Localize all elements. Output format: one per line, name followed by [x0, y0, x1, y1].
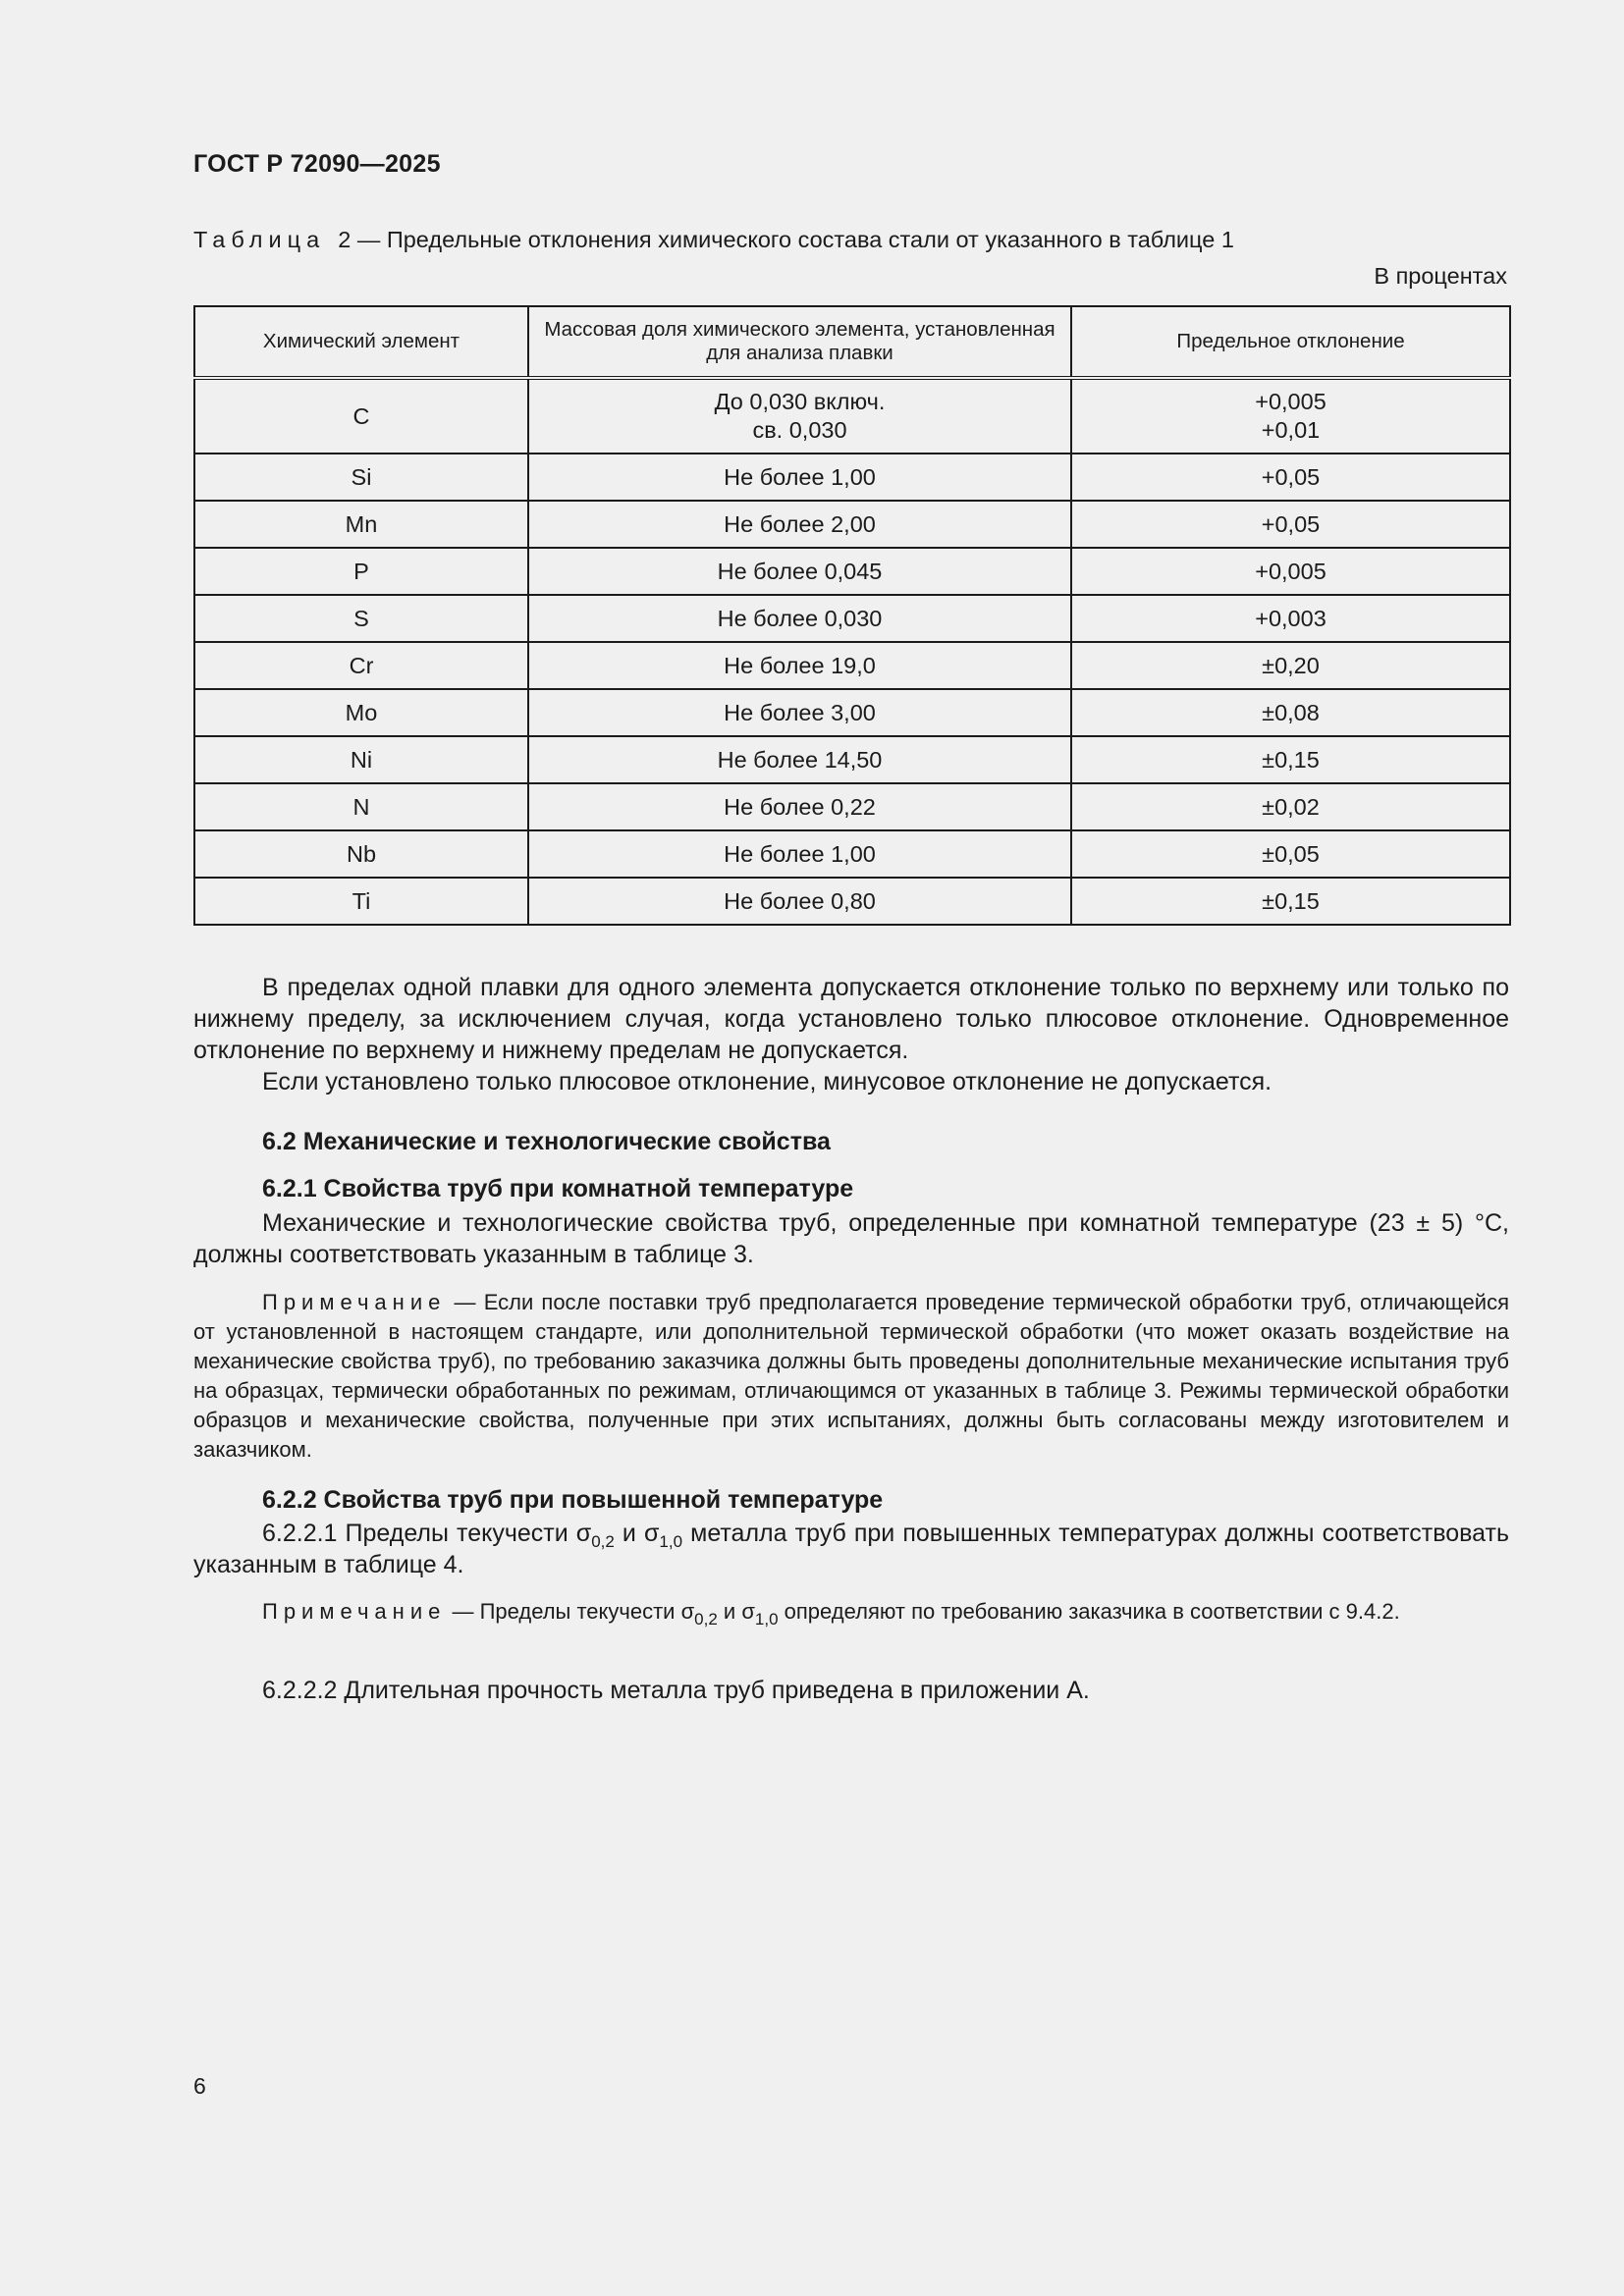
paragraph: Если установлено только плюсовое отклонение, минусовое отклонение не допускается.: [262, 1068, 1272, 1095]
cell-deviation: ±0,08: [1071, 689, 1510, 736]
deviation-paragraphs: [193, 972, 1509, 1097]
cell-mass-fraction-line: До 0,030 включ.: [714, 389, 886, 414]
table-row: [194, 783, 1510, 830]
text-fragment: 6.2.2.1 Пределы текучести σ: [262, 1520, 592, 1547]
note-label: Примечание: [262, 1599, 447, 1624]
table-row: [194, 830, 1510, 878]
cell-deviation: ±0,15: [1071, 878, 1510, 925]
table-row: [194, 548, 1510, 595]
cell-mass-fraction-line: св. 0,030: [752, 417, 847, 443]
table-caption-label: Таблица: [193, 227, 326, 252]
subscript: 1,0: [659, 1532, 683, 1551]
text-fragment: — Пределы текучести σ: [446, 1599, 695, 1624]
cell-element: Si: [194, 454, 528, 501]
cell-mass-fraction: Не более 2,00: [528, 501, 1071, 548]
table-row: [194, 689, 1510, 736]
table-header-row: [194, 306, 1510, 378]
table-row: [194, 454, 1510, 501]
cell-element: C: [194, 378, 528, 454]
cell-deviation-line: +0,005: [1255, 389, 1326, 414]
text-fragment: определяют по требованию заказчика в соответствии с 9.4.2.: [778, 1599, 1400, 1624]
cell-element: Cr: [194, 642, 528, 689]
cell-deviation: ±0,20: [1071, 642, 1510, 689]
deviation-table: [193, 305, 1511, 926]
note-paragraph: [193, 1597, 1509, 1627]
note-label: Примечание: [262, 1290, 447, 1314]
cell-element: Mn: [194, 501, 528, 548]
paragraph: [193, 1518, 1509, 1580]
text-fragment: и σ: [717, 1599, 755, 1624]
section-heading-6-2-1: 6.2.1 Свойства труб при комнатной температуре: [262, 1175, 854, 1202]
table-row: [194, 642, 1510, 689]
paragraph: В пределах одной плавки для одного элемента допускается отклонение только по верхнему или только по нижнему пределу, за исключением случая, когда установлено только плюсовое отклонение. Одновременное отклонение по верхнему и нижнему пределам не допускается.: [193, 974, 1509, 1064]
cell-mass-fraction: Не более 19,0: [528, 642, 1071, 689]
cell-element: P: [194, 548, 528, 595]
table-caption: [193, 227, 1234, 253]
table-row: [194, 501, 1510, 548]
cell-deviation: ±0,02: [1071, 783, 1510, 830]
table-row: [194, 595, 1510, 642]
note-paragraph: [193, 1288, 1509, 1465]
cell-mass-fraction: Не более 0,030: [528, 595, 1071, 642]
subscript: 0,2: [591, 1532, 615, 1551]
paragraph: 6.2.2.2 Длительная прочность металла труб приведена в приложении А.: [262, 1677, 1090, 1704]
cell-deviation: +0,003: [1071, 595, 1510, 642]
header-deviation: Предельное отклонение: [1071, 306, 1510, 378]
cell-element: Mo: [194, 689, 528, 736]
note-2: [193, 1597, 1509, 1627]
cell-mass-fraction: Не более 0,22: [528, 783, 1071, 830]
cell-deviation: [1071, 378, 1510, 454]
subscript: 1,0: [754, 1610, 779, 1629]
cell-mass-fraction: Не более 0,80: [528, 878, 1071, 925]
cell-mass-fraction: Не более 1,00: [528, 454, 1071, 501]
subscript: 0,2: [694, 1610, 718, 1629]
cell-deviation: ±0,05: [1071, 830, 1510, 878]
section-6-2-2-2-text: [193, 1675, 1509, 1706]
table-units: В процентах: [1374, 263, 1507, 289]
text-fragment: и σ: [614, 1520, 660, 1547]
document-code: ГОСТ Р 72090—2025: [193, 150, 441, 178]
paragraph: Механические и технологические свойства труб, определенные при комнатной температуре (23 ± 5) °C, должны соответствовать указанным в таблице 3.: [193, 1209, 1509, 1268]
cell-mass-fraction: Не более 3,00: [528, 689, 1071, 736]
section-heading-6-2: 6.2 Механические и технологические свойства: [262, 1128, 831, 1155]
note-1: [193, 1288, 1509, 1465]
cell-element: N: [194, 783, 528, 830]
section-6-2-1-text: [193, 1207, 1509, 1270]
cell-element: Nb: [194, 830, 528, 878]
cell-element: Ni: [194, 736, 528, 783]
cell-deviation: +0,05: [1071, 454, 1510, 501]
section-heading-6-2-2: 6.2.2 Свойства труб при повышенной температуре: [262, 1486, 884, 1514]
cell-mass-fraction: [528, 378, 1071, 454]
cell-mass-fraction: Не более 1,00: [528, 830, 1071, 878]
cell-element: Ti: [194, 878, 528, 925]
header-mass-fraction: Массовая доля химического элемента, установленная для анализа плавки: [528, 306, 1071, 378]
cell-deviation: ±0,15: [1071, 736, 1510, 783]
cell-deviation: +0,05: [1071, 501, 1510, 548]
table-row: [194, 378, 1510, 454]
note-text: — Если после поставки труб предполагается проведение термической обработки труб, отличающейся от установленной в настоящем стандарте, или дополнительной термической обработки (что может оказать воздействие на механические свойства труб), по требованию заказчика должны быть проведены дополнительные механические испытания труб на образцах, термически обработанных по режимам, отличающимся от указанных в таблице 3. Режимы термической обработки образцов и механические свойства, полученные при этих испытаниях, должны быть согласованы между изготовителем и заказчиком.: [193, 1290, 1509, 1462]
text-fragment: металла труб при повышенных температурах должны соответствовать указанным в таблице 4.: [193, 1520, 1509, 1578]
table-row: [194, 736, 1510, 783]
cell-deviation-line: +0,01: [1261, 417, 1321, 443]
table-row: [194, 878, 1510, 925]
section-6-2-2-1-text: [193, 1518, 1509, 1580]
cell-element: S: [194, 595, 528, 642]
cell-mass-fraction: Не более 0,045: [528, 548, 1071, 595]
cell-mass-fraction: Не более 14,50: [528, 736, 1071, 783]
page-number: 6: [193, 2073, 206, 2099]
cell-deviation: +0,005: [1071, 548, 1510, 595]
header-element: Химический элемент: [194, 306, 528, 378]
table-caption-text: 2 — Предельные отклонения химического состава стали от указанного в таблице 1: [338, 227, 1234, 252]
